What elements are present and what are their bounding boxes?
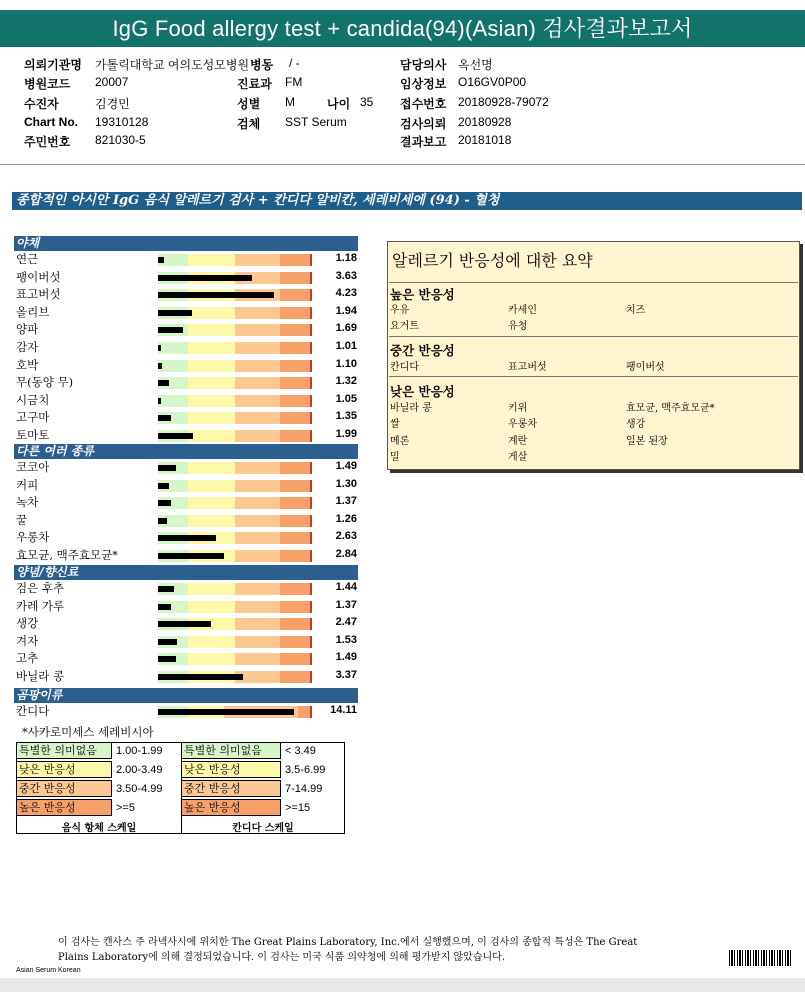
score-bar	[158, 272, 312, 284]
category-header: 야채	[14, 236, 358, 251]
score-fill	[158, 535, 216, 541]
candida-note: *사카로미세스 세레비시아	[22, 725, 154, 739]
score-bar	[158, 395, 312, 407]
legend-label: 높은 반응성	[16, 799, 112, 816]
summary-panel	[387, 241, 800, 470]
score-value: 1.69	[335, 322, 357, 335]
score-bar	[158, 671, 312, 683]
info-label: 주민번호	[24, 135, 71, 149]
food-label: 올리브	[16, 304, 50, 319]
score-bar	[158, 497, 312, 509]
legend-label: 중간 반응성	[16, 780, 112, 797]
score-bar	[158, 254, 312, 266]
info-label: 성별	[237, 97, 261, 111]
legend-caption: 음식 항체 스케일	[61, 823, 137, 834]
divider	[389, 282, 798, 283]
info-value: 821030-5	[95, 133, 146, 147]
info-label: 수진자	[24, 97, 59, 111]
score-fill	[158, 604, 171, 610]
divider	[389, 336, 798, 337]
score-fill	[158, 292, 274, 298]
score-value: 1.53	[335, 633, 357, 646]
food-label: 호박	[16, 357, 39, 372]
food-label: 겨자	[16, 633, 39, 648]
info-label: Chart No.	[24, 115, 78, 129]
category-header: 다른 여러 종류	[14, 444, 358, 459]
info-value: O16GV0P00	[458, 75, 527, 89]
summary-item: 쌀	[390, 419, 400, 430]
score-fill	[158, 363, 162, 369]
food-label: 연근	[16, 252, 39, 266]
score-bar	[158, 618, 312, 630]
food-label: 고추	[16, 651, 39, 666]
food-label: 무(동양 무)	[16, 375, 74, 390]
food-label: 바닐라 콩	[16, 669, 65, 683]
score-fill	[158, 621, 211, 627]
score-fill	[158, 709, 294, 715]
score-bar	[158, 430, 312, 442]
info-label: 병원코드	[24, 77, 71, 91]
score-bar	[158, 583, 312, 595]
score-value: 1.37	[335, 598, 357, 611]
group-title-low: 낮은 반응성	[390, 384, 455, 399]
summary-item: 메론	[390, 436, 410, 447]
info-label: 나이	[327, 97, 351, 111]
legend-range: >=15	[285, 802, 311, 814]
food-label: 꿀	[16, 512, 28, 527]
legend-label: 중간 반응성	[181, 780, 281, 797]
info-label: 임상정보	[400, 77, 447, 91]
summary-item: 유청	[508, 321, 528, 332]
summary-item: 치즈	[626, 305, 646, 316]
score-value: 1.49	[335, 651, 357, 664]
info-label: 의뢰기관명	[24, 58, 82, 72]
legend-range: < 3.49	[285, 745, 316, 757]
food-label: 생강	[16, 616, 39, 631]
score-value: 3.37	[335, 669, 357, 681]
food-label: 표고버섯	[16, 287, 61, 302]
score-bar	[158, 462, 312, 474]
score-fill	[158, 518, 167, 524]
summary-heading: 알레르기 반응성에 대한 요약	[392, 251, 593, 270]
score-bar	[158, 377, 312, 389]
footer-line: 이 검사는 캔사스 주 라넥사시에 위치한 The Great Plains Laboratory, Inc.에서 실행했으며, 이 검사의 종합적 특성은 The Great	[58, 937, 638, 948]
footer-line: Plains Laboratory에 의해 결정되었습니다. 이 검사는 미국 식품 의약청에 의해 평가받지 않았습니다.	[58, 952, 505, 963]
legend-label: 높은 반응성	[181, 799, 281, 816]
score-bar	[158, 324, 312, 336]
summary-item: 우유	[390, 305, 410, 316]
summary-item: 팽이버섯	[626, 362, 665, 373]
summary-item: 일본 된장	[626, 436, 668, 447]
score-bar	[158, 636, 312, 648]
footer-note	[58, 935, 698, 965]
score-bar	[158, 342, 312, 354]
score-fill	[158, 500, 171, 506]
summary-item: 효모균, 맥주효모균*	[626, 403, 715, 414]
score-bar	[158, 601, 312, 613]
score-fill	[158, 553, 224, 559]
summary-item: 밀	[390, 452, 400, 463]
barcode	[729, 950, 791, 966]
legend-range: 7-14.99	[285, 783, 323, 795]
score-value: 4.23	[335, 287, 357, 300]
score-value: 3.63	[335, 269, 357, 282]
score-value: 1.94	[335, 304, 357, 317]
score-fill	[158, 656, 176, 662]
food-label: 토마토	[16, 428, 50, 442]
score-value: 1.26	[335, 512, 357, 525]
score-bar	[158, 412, 312, 424]
food-label: 고구마	[16, 410, 50, 425]
info-label: 결과보고	[400, 135, 447, 149]
score-fill	[158, 275, 252, 281]
section-title: 종합적인 아시안 IgG 음식 알레르기 검사 + 칸디다 알비칸, 세레비세에 (94) - 혈청	[12, 192, 802, 210]
legend-caption: 칸디다 스케일	[232, 823, 294, 834]
score-bar	[158, 360, 312, 372]
score-bar	[158, 706, 312, 718]
divider	[0, 164, 805, 165]
score-value: 2.63	[335, 530, 357, 543]
group-title-high: 높은 반응성	[390, 287, 455, 302]
score-bar	[158, 289, 312, 301]
food-label: 녹차	[16, 495, 39, 510]
legend-label: 낮은 반응성	[181, 761, 281, 778]
score-value: 1.18	[335, 252, 357, 264]
score-fill	[158, 380, 169, 386]
score-fill	[158, 257, 164, 263]
score-fill	[158, 415, 171, 421]
food-label: 감자	[16, 340, 39, 354]
summary-item: 바닐라 콩	[390, 403, 432, 414]
score-bar	[158, 515, 312, 527]
summary-item: 칸디다	[390, 362, 419, 373]
summary-item: 우롱차	[508, 419, 537, 430]
score-fill	[158, 327, 183, 333]
info-value: 김경민	[95, 97, 130, 111]
score-value: 2.84	[335, 548, 357, 560]
score-value: 2.47	[335, 616, 357, 629]
legend-label: 특별한 의미없음	[16, 742, 112, 759]
score-bar	[158, 307, 312, 319]
summary-item: 게살	[508, 452, 528, 463]
info-label: 담당의사	[400, 58, 447, 72]
score-fill	[158, 398, 161, 404]
info-value: 20181018	[458, 133, 512, 147]
summary-item: 키위	[508, 403, 528, 414]
info-value: FM	[285, 75, 303, 89]
score-value: 1.44	[335, 581, 357, 593]
info-value: SST Serum	[285, 115, 347, 129]
food-label: 검은 후추	[16, 581, 65, 595]
summary-item: 계란	[508, 436, 528, 447]
summary-item: 카세인	[508, 305, 537, 316]
score-value: 1.35	[335, 410, 357, 423]
score-value: 1.10	[335, 357, 357, 370]
food-label: 칸디다	[16, 704, 50, 718]
summary-item: 생강	[626, 419, 646, 430]
info-value: 19310128	[95, 115, 149, 129]
score-fill	[158, 674, 243, 680]
info-value: 20180928-79072	[458, 95, 549, 109]
score-bar	[158, 532, 312, 544]
legend-label: 특별한 의미없음	[181, 742, 281, 759]
score-fill	[158, 345, 161, 351]
score-bar	[158, 480, 312, 492]
group-title-mid: 중간 반응성	[390, 343, 455, 358]
food-label: 코코아	[16, 460, 50, 474]
score-value: 1.05	[335, 392, 357, 405]
score-value: 1.37	[335, 495, 357, 508]
legend-range: 3.50-4.99	[116, 783, 163, 795]
food-label: 시금치	[16, 392, 50, 407]
food-label: 효모균, 맥주효모균*	[16, 548, 118, 562]
food-label: 커피	[16, 477, 39, 492]
legend-range: 2.00-3.49	[116, 764, 163, 776]
info-value: / -	[289, 56, 300, 70]
legend-label: 낮은 반응성	[16, 761, 112, 778]
summary-item: 표고버섯	[508, 362, 547, 373]
score-value: 1.49	[335, 460, 357, 472]
report-title: IgG Food allergy test + candida(94)(Asian) 검사결과보고서	[0, 10, 805, 47]
legend-range: 1.00-1.99	[116, 745, 163, 757]
bottom-bar	[0, 978, 805, 992]
info-label: 진료과	[237, 77, 272, 91]
category-header: 양념/향신료	[14, 565, 358, 580]
score-fill	[158, 433, 193, 439]
info-label: 검사의뢰	[400, 117, 447, 131]
score-fill	[158, 465, 176, 471]
summary-item: 요거트	[390, 321, 419, 332]
score-bar	[158, 550, 312, 562]
score-fill	[158, 483, 169, 489]
food-label: 양파	[16, 322, 39, 337]
score-value: 14.11	[330, 704, 357, 716]
category-header: 곰팡이류	[14, 688, 358, 703]
food-label: 카레 가루	[16, 598, 65, 613]
legend-range: 3.5-6.99	[285, 764, 326, 776]
info-value: M	[285, 95, 295, 109]
legend-range: >=5	[116, 802, 135, 814]
info-label: 접수번호	[400, 97, 447, 111]
info-label: 병동	[250, 58, 274, 72]
food-label: 팽이버섯	[16, 269, 61, 284]
info-value: 20007	[95, 75, 129, 89]
score-value: 1.01	[335, 340, 357, 352]
score-value: 1.30	[335, 477, 357, 490]
score-value: 1.32	[335, 375, 357, 388]
score-value: 1.99	[335, 428, 357, 440]
score-fill	[158, 639, 177, 645]
info-label: 검체	[237, 117, 261, 131]
footer-tag: Asian Serum Korean	[16, 967, 81, 974]
food-label: 우롱차	[16, 530, 50, 545]
info-value: 20180928	[458, 115, 512, 129]
score-fill	[158, 310, 192, 316]
info-value: 가톨릭대학교 여의도성모병원	[95, 58, 250, 72]
score-fill	[158, 586, 174, 592]
divider	[389, 376, 798, 377]
info-value: 35	[360, 95, 374, 109]
score-bar	[158, 653, 312, 665]
info-value: 옥선명	[458, 58, 493, 72]
